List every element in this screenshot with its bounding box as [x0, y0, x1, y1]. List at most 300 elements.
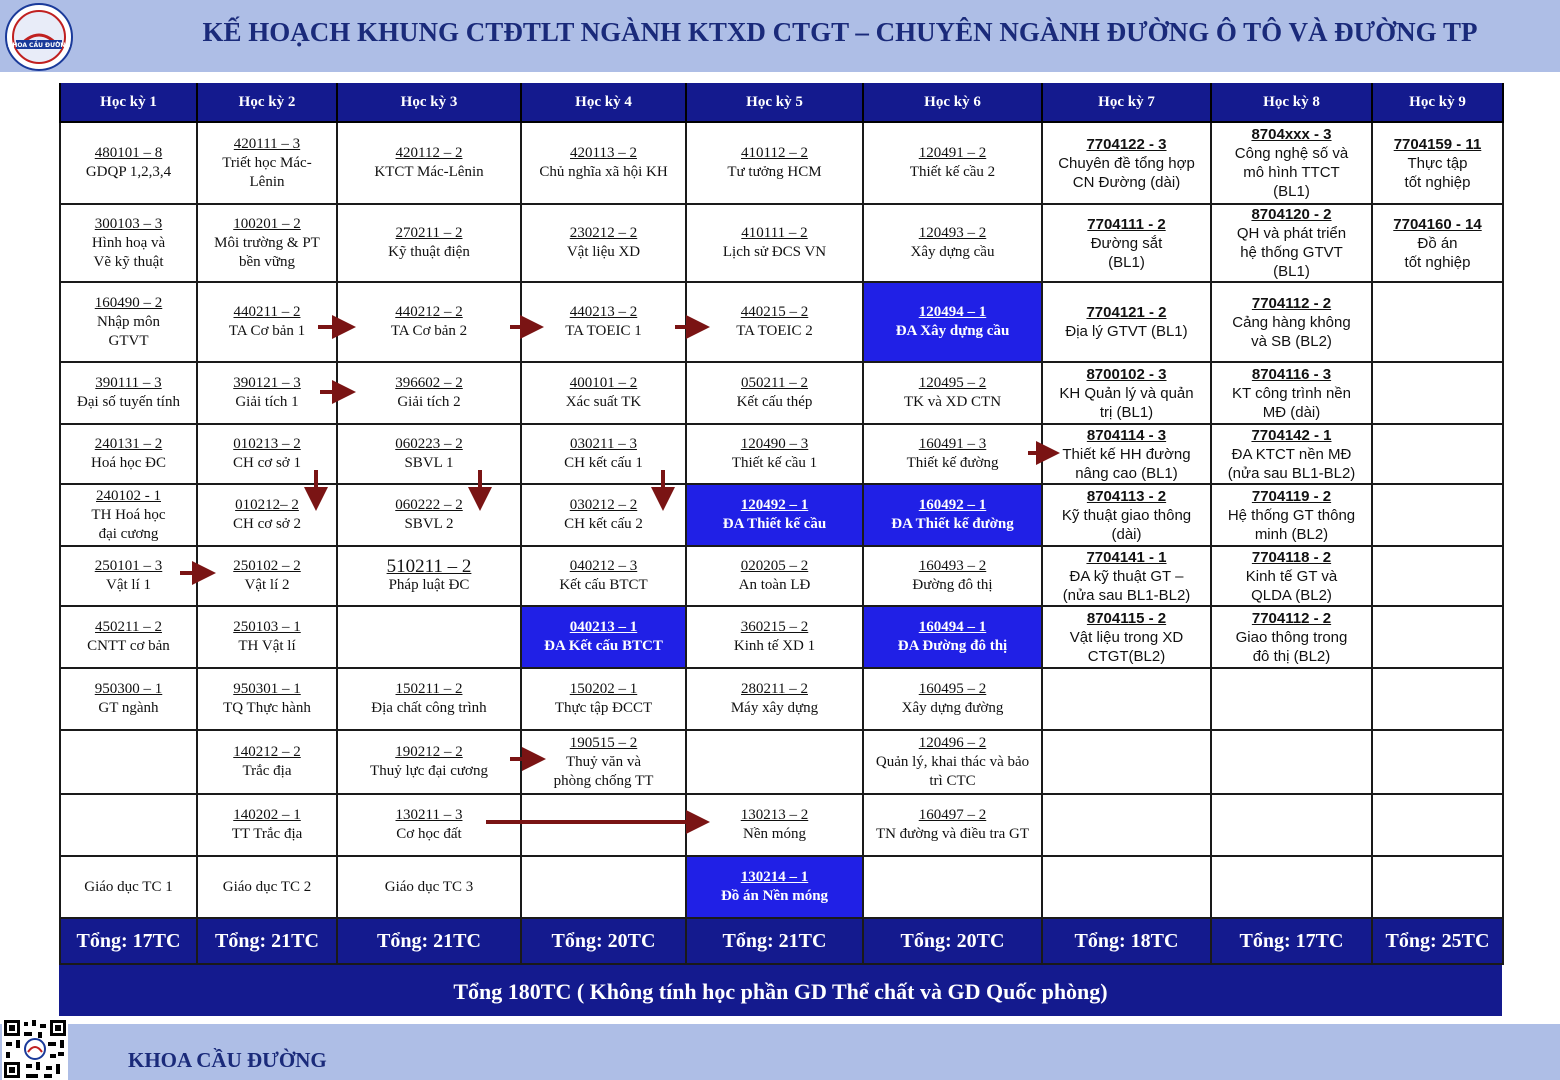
course-cell [197, 122, 337, 204]
course-name: KT công trình nền MĐ (dài) [1232, 384, 1351, 421]
course-code: 7704112 - 2 [1251, 294, 1332, 312]
course-name: Vật lí 2 [244, 577, 290, 593]
course-cell [1042, 204, 1211, 282]
table-row [60, 362, 1503, 424]
course-name: TA Cơ bản 2 [390, 323, 468, 339]
course-code: 130211 – 3 [395, 807, 463, 823]
course-name: Chủ nghĩa xã hội KH [539, 164, 668, 180]
empty-cell [1372, 668, 1503, 730]
empty-cell [1042, 794, 1211, 856]
empty-cell [1372, 856, 1503, 918]
course-code: 140202 – 1 [233, 807, 301, 823]
empty-cell [1372, 606, 1503, 668]
course-name: Đường sắt (BL1) [1090, 234, 1163, 271]
course-code: 390121 – 3 [233, 375, 301, 391]
semester-header-7: Học kỳ 7 [1042, 83, 1211, 122]
course-cell [521, 730, 686, 794]
course-cell [863, 606, 1042, 668]
course-code: 120493 – 2 [918, 225, 987, 241]
course-cell [337, 484, 521, 546]
course-code: 130213 – 2 [740, 807, 809, 823]
course-code: 160495 – 2 [918, 681, 987, 697]
semester-total-7: Tổng: 18TC [1042, 918, 1211, 964]
course-code: 7704119 - 2 [1251, 487, 1332, 505]
empty-cell [337, 606, 521, 668]
table-row [60, 856, 1503, 918]
course-code: 050211 – 2 [741, 375, 808, 391]
course-cell [337, 282, 521, 362]
course-code: 160490 – 2 [94, 294, 163, 311]
semester-total-2: Tổng: 21TC [197, 918, 337, 964]
course-code: 020205 – 2 [740, 558, 809, 574]
course-code: 240131 – 2 [94, 436, 163, 452]
course-cell [197, 606, 337, 668]
course-code: 120491 – 2 [918, 145, 987, 161]
semester-total-6: Tổng: 20TC [863, 918, 1042, 964]
footer-faculty-name: KHOA CẦU ĐƯỜNG [128, 1048, 327, 1072]
course-cell [1211, 362, 1372, 424]
course-name: Giải tích 1 [235, 394, 299, 410]
semester-total-1: Tổng: 17TC [60, 918, 197, 964]
course-code: 060222 – 2 [395, 497, 463, 513]
course-code: 510211 – 2 [386, 556, 472, 577]
course-cell [60, 424, 197, 484]
course-code: 230212 – 2 [569, 225, 638, 241]
course-cell [1042, 362, 1211, 424]
course-code: 100201 – 2 [233, 215, 301, 232]
course-name: Cảng hàng không và SB (BL2) [1232, 313, 1351, 350]
course-cell [60, 606, 197, 668]
course-name: ĐA Thiết kế cầu [722, 516, 827, 532]
course-name: ĐA Đường đô thị [897, 638, 1008, 654]
course-cell [60, 204, 197, 282]
course-name: Thiết kế cầu 2 [909, 164, 996, 180]
empty-cell [1211, 856, 1372, 918]
semester-total-8: Tổng: 17TC [1211, 918, 1372, 964]
course-cell [337, 730, 521, 794]
course-cell [1211, 606, 1372, 668]
course-name: TK và XD CTN [903, 394, 1002, 410]
course-cell [1042, 546, 1211, 606]
course-cell [686, 204, 863, 282]
course-cell [60, 856, 197, 918]
table-row [60, 546, 1503, 606]
empty-cell [1372, 362, 1503, 424]
course-name: Giáo dục TC 1 [84, 878, 173, 895]
course-code: 7704122 - 3 [1086, 135, 1167, 153]
empty-cell [1042, 730, 1211, 794]
course-code: 030211 – 3 [570, 436, 637, 452]
course-cell [60, 668, 197, 730]
course-code: 440215 – 2 [740, 304, 809, 320]
course-cell [521, 282, 686, 362]
course-name: Môi trường & PT bền vững [214, 234, 320, 270]
semester-total-3: Tổng: 21TC [337, 918, 521, 964]
course-name: GT ngành [98, 700, 159, 716]
course-name: Kỹ thuật giao thông (dài) [1061, 506, 1192, 543]
course-code: 440213 – 2 [569, 304, 638, 320]
course-name: Kết cấu BTCT [559, 577, 648, 593]
course-code: 7704118 - 2 [1251, 548, 1332, 566]
course-code: 420112 – 2 [395, 145, 463, 161]
faculty-logo-icon [4, 2, 74, 72]
semester-total-4: Tổng: 20TC [521, 918, 686, 964]
course-code: 420113 – 2 [570, 145, 637, 161]
course-name: Lịch sử ĐCS VN [722, 244, 827, 260]
course-code: 120494 – 1 [918, 304, 987, 320]
course-cell [1042, 606, 1211, 668]
course-cell [197, 484, 337, 546]
course-code: 7704111 - 2 [1087, 215, 1166, 233]
course-code: 160491 – 3 [918, 436, 987, 452]
semester-header-2: Học kỳ 2 [197, 83, 337, 122]
course-code: 7704159 - 11 [1393, 135, 1482, 153]
empty-cell [60, 730, 197, 794]
course-cell [60, 362, 197, 424]
course-name: Xác suất TK [565, 394, 642, 410]
course-code: 190212 – 2 [395, 744, 463, 760]
course-name: Chuyên đề tổng hợp CN Đường (dài) [1058, 154, 1195, 191]
course-cell [197, 856, 337, 918]
course-name: Trắc địa [242, 763, 292, 779]
course-name: Địa lý GTVT (BL1) [1065, 323, 1188, 340]
course-cell [686, 282, 863, 362]
course-cell [337, 668, 521, 730]
course-name: Đường đô thị [912, 577, 993, 593]
course-name: Vật liệu XD [566, 244, 641, 260]
course-name: KTCT Mác-Lênin [374, 164, 484, 180]
course-code: 396602 – 2 [395, 375, 463, 391]
course-name: Giáo dục TC 3 [384, 878, 474, 895]
empty-cell [521, 856, 686, 918]
semester-header-9: Học kỳ 9 [1372, 83, 1503, 122]
course-name: TA TOEIC 1 [565, 323, 642, 339]
course-cell [197, 424, 337, 484]
course-code: 160493 – 2 [918, 558, 987, 574]
course-name: GDQP 1,2,3,4 [85, 164, 172, 180]
course-code: 150211 – 2 [395, 681, 463, 697]
course-cell [863, 122, 1042, 204]
course-name: Thiết kế cầu 1 [731, 455, 818, 471]
course-code: 8700102 - 3 [1086, 365, 1167, 383]
course-code: 8704113 - 2 [1086, 487, 1167, 505]
course-code: 450211 – 2 [95, 619, 162, 635]
course-name: ĐA Kết cấu BTCT [544, 638, 663, 654]
course-code: 8704115 - 2 [1086, 609, 1167, 627]
semester-header-3: Học kỳ 3 [337, 83, 521, 122]
course-cell [197, 668, 337, 730]
semester-header-1: Học kỳ 1 [60, 83, 197, 122]
course-cell [686, 484, 863, 546]
course-name: Thiết kế HH đường nâng cao (BL1) [1062, 445, 1191, 482]
course-name: QH và phát triển hệ thống GTVT (BL1) [1236, 225, 1347, 280]
course-name: Hoá học ĐC [91, 455, 166, 471]
course-cell [1042, 122, 1211, 204]
course-name: TA TOEIC 2 [736, 323, 813, 339]
course-name: An toàn LĐ [738, 577, 811, 593]
course-cell [521, 122, 686, 204]
course-code: 120492 – 1 [740, 497, 809, 513]
course-cell [863, 668, 1042, 730]
course-cell [863, 794, 1042, 856]
course-code: 040213 – 1 [569, 619, 638, 635]
course-name: Thực tập tốt nghiệp [1404, 154, 1471, 191]
course-cell [1211, 546, 1372, 606]
course-name: ĐA KTCT nền MĐ (nửa sau BL1-BL2) [1227, 445, 1356, 482]
course-cell [337, 546, 521, 606]
course-cell [863, 362, 1042, 424]
course-name: TN đường và điều tra GT [875, 826, 1030, 842]
course-name: Vật liệu trong XD CTGT(BL2) [1069, 628, 1184, 665]
course-code: 030212 – 2 [569, 497, 638, 513]
course-name: Pháp luật ĐC [388, 577, 470, 593]
course-cell [1372, 204, 1503, 282]
empty-cell [1372, 794, 1503, 856]
course-name: TT Trắc địa [231, 826, 303, 842]
empty-cell [1042, 668, 1211, 730]
curriculum-table [59, 83, 1504, 965]
course-name: ĐA kỹ thuật GT – (nửa sau BL1-BL2) [1062, 567, 1191, 604]
course-cell [686, 362, 863, 424]
course-code: 8704xxx - 3 [1251, 126, 1332, 143]
course-code: 060223 – 2 [395, 436, 463, 452]
course-name: Xây dựng cầu [910, 244, 995, 260]
course-cell [686, 856, 863, 918]
course-name: SBVL 2 [404, 516, 454, 532]
course-cell [197, 282, 337, 362]
course-code: 130214 – 1 [740, 869, 809, 885]
course-cell [863, 282, 1042, 362]
course-name: SBVL 1 [404, 455, 454, 471]
course-cell [686, 424, 863, 484]
course-name: Đại số tuyến tính [77, 394, 180, 410]
course-name: Thiết kế đường [906, 455, 999, 471]
course-name: Triết học Mác- Lênin [222, 154, 312, 190]
course-cell [863, 546, 1042, 606]
course-cell [863, 484, 1042, 546]
course-code: 250102 – 2 [233, 558, 301, 574]
table-row [60, 282, 1503, 362]
table-row [60, 204, 1503, 282]
course-cell [1042, 282, 1211, 362]
course-name: Hệ thống GT thông minh (BL2) [1227, 506, 1356, 543]
course-name: Đồ án Nền móng [720, 888, 829, 904]
course-cell [60, 122, 197, 204]
course-name: ĐA Thiết kế đường [891, 516, 1014, 532]
course-cell [521, 362, 686, 424]
course-name: Kết cấu thép [736, 394, 813, 410]
course-code: 390111 – 3 [95, 375, 162, 391]
empty-cell [1372, 546, 1503, 606]
course-code: 440212 – 2 [395, 304, 463, 320]
course-name: KH Quản lý và quản trị (BL1) [1059, 384, 1194, 421]
course-name: Thuỷ văn và phòng chống TT [553, 753, 654, 789]
course-code: 120496 – 2 [918, 734, 987, 751]
course-cell [337, 856, 521, 918]
empty-cell [1042, 856, 1211, 918]
grand-total-row [59, 970, 1502, 1014]
empty-cell [686, 730, 863, 794]
empty-cell [60, 794, 197, 856]
course-code: 190515 – 2 [569, 734, 638, 751]
course-name: Kinh tế GT và QLDA (BL2) [1245, 567, 1338, 604]
course-name: Quản lý, khai thác và bảo trì CTC [875, 753, 1030, 789]
course-code: 7704112 - 2 [1251, 609, 1332, 627]
course-name: TQ Thực hành [223, 700, 311, 716]
course-code: 160497 – 2 [918, 807, 987, 823]
course-cell [863, 204, 1042, 282]
table-row [60, 794, 1503, 856]
course-cell [1042, 424, 1211, 484]
course-name: Nền móng [743, 826, 806, 842]
course-code: 8704116 - 3 [1251, 365, 1332, 383]
course-name: Thực tập ĐCCT [554, 700, 653, 716]
course-name: Vật lí 1 [106, 577, 151, 593]
course-code: 410111 – 2 [741, 225, 808, 241]
table-row [60, 122, 1503, 204]
empty-cell [1211, 668, 1372, 730]
course-cell [337, 424, 521, 484]
course-cell [686, 122, 863, 204]
page-title: KẾ HOẠCH KHUNG CTĐTLT NGÀNH KTXD CTGT – CHUYÊN NGÀNH ĐƯỜNG Ô TÔ VÀ ĐƯỜNG TP [202, 17, 1478, 47]
grand-total: Tổng 180TC ( Không tính học phần GD Thể chất và GD Quốc phòng) [453, 979, 1108, 1004]
course-cell [60, 484, 197, 546]
semester-header-row [60, 83, 1503, 122]
course-name: Giao thông trong đô thị (BL2) [1235, 628, 1348, 665]
course-cell [686, 668, 863, 730]
semester-totals-row [60, 918, 1503, 964]
empty-cell [1211, 730, 1372, 794]
course-code: 7704160 - 14 [1393, 215, 1482, 233]
semester-header-4: Học kỳ 4 [521, 83, 686, 122]
course-code: 950300 – 1 [94, 681, 163, 697]
course-code: 150202 – 1 [569, 681, 638, 697]
course-code: 160494 – 1 [918, 619, 987, 635]
course-cell [863, 424, 1042, 484]
course-cell [1211, 204, 1372, 282]
course-name: CNTT cơ bản [87, 638, 170, 654]
course-cell [197, 546, 337, 606]
course-name: Nhập môn GTVT [97, 313, 160, 349]
course-code: 7704121 - 2 [1086, 304, 1167, 321]
course-name: Tư tưởng HCM [727, 164, 822, 180]
empty-cell [1211, 794, 1372, 856]
course-cell [337, 204, 521, 282]
course-cell [1211, 122, 1372, 204]
course-name: ĐA Xây dựng cầu [895, 323, 1010, 339]
course-cell [1211, 424, 1372, 484]
qr-code-icon [2, 1018, 68, 1080]
course-name: Đồ án tốt nghiệp [1404, 234, 1471, 271]
course-cell [60, 546, 197, 606]
course-cell [1042, 484, 1211, 546]
course-code: 010213 – 2 [233, 436, 301, 452]
course-cell [197, 362, 337, 424]
course-name: Kinh tế XD 1 [733, 638, 816, 654]
logo-text: KHOA CẦU ĐƯỜNG [7, 42, 71, 49]
course-name: CH kết cấu 1 [564, 455, 643, 471]
course-code: 950301 – 1 [233, 681, 301, 697]
course-cell [521, 606, 686, 668]
course-code: 7704142 - 1 [1251, 426, 1332, 444]
course-cell [1372, 122, 1503, 204]
course-name: CH cơ sở 2 [233, 516, 301, 532]
course-code: 420111 – 3 [233, 135, 301, 152]
curriculum-table-container [59, 83, 1502, 1016]
course-code: 250103 – 1 [233, 619, 301, 635]
course-name: Giáo dục TC 2 [222, 878, 312, 895]
course-name: Công nghệ số và mô hình TTCT (BL1) [1234, 145, 1349, 200]
course-code: 240102 - 1 [96, 487, 161, 504]
course-cell [1211, 282, 1372, 362]
course-code: 010212– 2 [235, 497, 299, 513]
course-code: 140212 – 2 [233, 744, 301, 760]
empty-cell [863, 856, 1042, 918]
course-name: Địa chất công trình [371, 700, 487, 716]
course-name: CH kết cấu 2 [564, 516, 643, 532]
course-name: TH Hoá học đại cương [91, 506, 166, 542]
course-name: Thuỷ lực đại cương [370, 763, 488, 779]
course-cell [686, 794, 863, 856]
empty-cell [521, 794, 686, 856]
course-name: Cơ học đất [396, 826, 462, 842]
semester-header-5: Học kỳ 5 [686, 83, 863, 122]
course-code: 360215 – 2 [740, 619, 809, 635]
empty-cell [1372, 282, 1503, 362]
course-cell [521, 204, 686, 282]
course-cell [686, 546, 863, 606]
course-cell [337, 122, 521, 204]
course-code: 440211 – 2 [233, 304, 301, 320]
table-row [60, 484, 1503, 546]
course-cell [337, 362, 521, 424]
semester-total-5: Tổng: 21TC [686, 918, 863, 964]
course-code: 120490 – 3 [740, 436, 809, 452]
course-name: TH Vật lí [238, 638, 296, 654]
table-row [60, 730, 1503, 794]
course-name: Xây dựng đường [901, 700, 1004, 716]
semester-total-9: Tổng: 25TC [1372, 918, 1503, 964]
table-row [60, 606, 1503, 668]
course-cell [1211, 484, 1372, 546]
course-cell [521, 546, 686, 606]
course-cell [686, 606, 863, 668]
course-code: 280211 – 2 [741, 681, 808, 697]
course-name: Giải tích 2 [397, 394, 461, 410]
course-name: TA Cơ bản 1 [228, 323, 306, 339]
course-code: 8704120 - 2 [1251, 206, 1332, 223]
course-name: Hình hoạ và Vẽ kỹ thuật [91, 234, 166, 270]
course-code: 270211 – 2 [395, 225, 463, 241]
course-cell [197, 794, 337, 856]
course-code: 480101 – 8 [94, 145, 163, 161]
course-cell [521, 424, 686, 484]
course-cell [197, 730, 337, 794]
course-code: 7704141 - 1 [1086, 548, 1167, 566]
course-code: 120495 – 2 [918, 375, 987, 391]
course-code: 160492 – 1 [918, 497, 987, 513]
course-cell [863, 730, 1042, 794]
course-code: 400101 – 2 [569, 375, 638, 391]
course-name: Máy xây dựng [730, 700, 819, 716]
empty-cell [1372, 730, 1503, 794]
course-cell [197, 204, 337, 282]
course-cell [521, 668, 686, 730]
course-cell [521, 484, 686, 546]
table-row [60, 668, 1503, 730]
course-code: 040212 – 3 [569, 558, 638, 574]
course-code: 250101 – 3 [94, 558, 163, 574]
